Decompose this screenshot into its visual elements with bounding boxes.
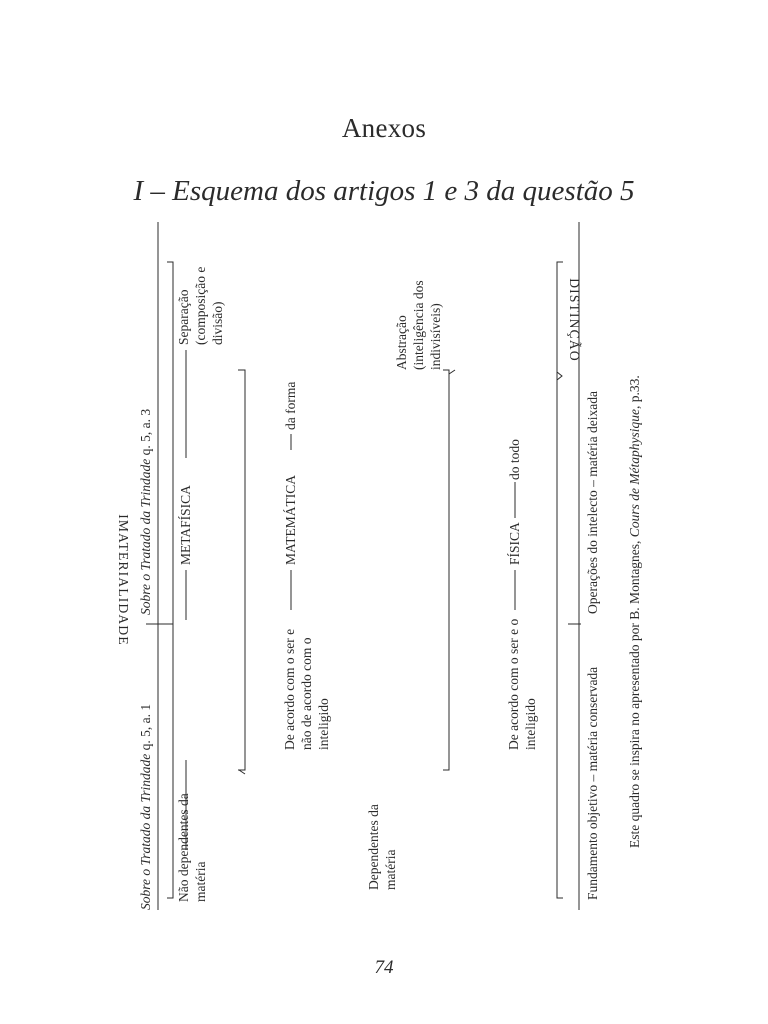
brace-dependentes xyxy=(238,370,245,770)
label-imaterialidade: IMATERIALIDADE xyxy=(116,514,131,646)
scheme-diagram xyxy=(116,222,642,910)
page-number: 74 xyxy=(374,957,394,978)
header-left-title: Sobre o Tratado da Trindade xyxy=(138,753,153,910)
brace-imaterialidade xyxy=(167,262,173,898)
brace-distincao xyxy=(557,262,563,898)
item-de-acordo-2: De acordo com o ser e o inteligido xyxy=(506,618,538,750)
footer-left-label: Fundamento objetivo – matéria conservada xyxy=(585,666,600,900)
item-nao-dependentes: Não dependentes da matéria xyxy=(176,793,208,902)
item-abstracao: Abstração (inteligência dos indivisíveis) xyxy=(394,280,443,370)
header-left-citation xyxy=(137,630,154,910)
item-de-acordo-1: De acordo com o ser e não de acordo com o inteligido xyxy=(282,628,331,750)
header-right-ref: q. 5, a. 3 xyxy=(138,408,153,459)
source-note-title: Cours de Métaphysique xyxy=(627,408,642,538)
section-subtitle: I – Esquema dos artigos 1 e 3 da questão 5 xyxy=(133,175,635,207)
item-dependentes: Dependentes da matéria xyxy=(366,804,398,890)
header-right-title: Sobre o Tratado da Trindade xyxy=(138,458,153,615)
source-note xyxy=(626,248,643,848)
item-separacao: Separação (composição e divisão) xyxy=(176,266,225,345)
item-do-todo: do todo xyxy=(507,439,522,480)
item-da-forma: da forma xyxy=(283,381,298,430)
item-matematica: MATEMÁTICA xyxy=(283,475,298,565)
page-title: Anexos xyxy=(341,113,427,143)
source-note-prefix: Este quadro se inspira no apresentado por B. Montagnes, xyxy=(627,537,642,848)
brace-abstracao xyxy=(443,370,449,770)
header-left-ref: q. 5, a. 1 xyxy=(138,703,153,754)
footer-right-label: Operações do intelecto – matéria deixada xyxy=(585,390,600,614)
label-distincao: DISTINÇÃO xyxy=(567,278,582,362)
item-metafisica: METAFÍSICA xyxy=(178,485,193,565)
item-fisica: FÍSICA xyxy=(507,522,522,565)
header-right-citation xyxy=(137,335,154,615)
source-note-suffix: , p.33. xyxy=(627,375,642,409)
